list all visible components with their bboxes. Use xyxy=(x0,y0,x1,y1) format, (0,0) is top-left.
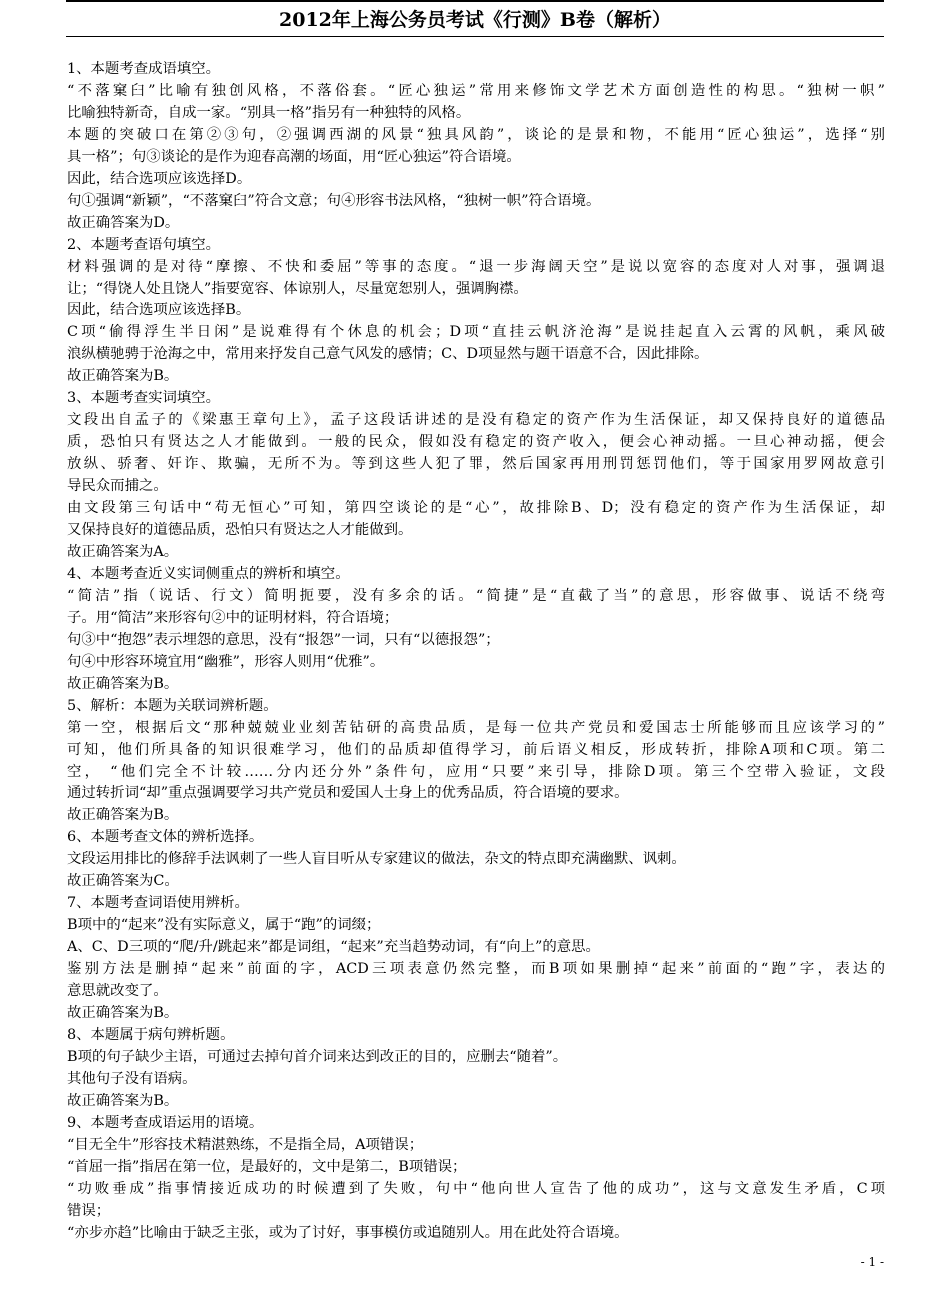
text-line: 句③中“抱怨”表示埋怨的意思，没有“报怨”一词，只有“以德报怨”； xyxy=(67,631,500,648)
text-line: 由文段第三句话中“苟无恒心”可知，第四空谈论的是“心”，故排除B、D；没有稳定的资产作为生活保证，却 xyxy=(67,500,885,517)
text-line: 又保持良好的道德品质，恐怕只有贤达之人才能做到。 xyxy=(67,522,413,539)
text-line: 句①强调“新颖”，“不落窠臼”符合文意；句④形容书法风格，“独树一帜”符合语境。 xyxy=(67,192,601,209)
text-line: 因此，结合选项应该选择D。 xyxy=(67,170,252,187)
text-line: 故正确答案为B。 xyxy=(67,675,179,692)
text-line: “简洁”指（说话、行文）简明扼要，没有多余的话。“简捷”是“直截了当”的意思，形容做事、说话不绕弯 xyxy=(67,587,885,604)
text-line: 让；“得饶人处且饶人”指要宽容、体谅别人，尽量宽恕别人，强调胸襟。 xyxy=(67,280,528,297)
text-line: 故正确答案为D。 xyxy=(67,214,180,231)
text-line: “不落窠臼”比喻有独创风格，不落俗套。“匠心独运”常用来修饰文学艺术方面创造性的构思。“独树一帜” xyxy=(67,82,885,99)
text-line: 第一空，根据后文“那种兢兢业业刻苦钻研的高贵品质，是每一位共产党员和爱国志士所能够而且应该学习的” xyxy=(67,719,885,736)
text-line: 意思就改变了。 xyxy=(67,983,168,1000)
top-rule xyxy=(66,0,884,2)
text-line: 可知，他们所具备的知识很难学习，他们的品质却值得学习，前后语义相反，形成转折，排除A项和C项。第二 xyxy=(67,741,885,758)
text-line: 9、本题考查成语运用的语境。 xyxy=(67,1114,264,1131)
text-line: B项中的“起来”没有实际意义，属于“跑”的词缀； xyxy=(67,917,381,934)
text-line: C项“偷得浮生半日闲”是说难得有个休息的机会；D项“直挂云帆济沧海”是说挂起直入云霄的风帆，乘风破 xyxy=(67,324,885,341)
text-line: 1、本题考查成语填空。 xyxy=(67,61,221,77)
text-line: 鉴别方法是删掉“起来”前面的字，ACD三项表意仍然完整，而B项如果删掉“起来”前面的“跑”字，表达的 xyxy=(67,961,885,978)
text-line: 因此，结合选项应该选择B。 xyxy=(67,302,251,319)
text-line: 2、本题考查语句填空。 xyxy=(67,236,221,253)
text-line: “功败垂成”指事情接近成功的时候遭到了失败，句中“他向世人宣告了他的成功”，这与文意发生矛盾，C项 xyxy=(67,1180,885,1197)
text-line: 4、本题考查近义实词侧重点的辨析和填空。 xyxy=(67,565,350,582)
text-line: 故正确答案为C。 xyxy=(67,873,179,890)
text-line: 故正确答案为B。 xyxy=(67,1004,179,1021)
text-line: 句④中形容环境宜用“幽雅”，形容人则用“优雅”。 xyxy=(67,653,385,670)
text-line: B项的句子缺少主语，可通过去掉句首介词来达到改正的目的，应删去“随着”。 xyxy=(67,1048,568,1065)
text-line: 本题的突破口在第②③句，②强调西湖的风景“独具风韵”，谈论的是景和物，不能用“匠心独运”，选择“别 xyxy=(67,126,885,143)
text-line: “亦步亦趋”比喻由于缺乏主张，或为了讨好，事事模仿或追随别人。用在此处符合语境。 xyxy=(67,1224,629,1241)
document-body xyxy=(67,59,885,1244)
text-line: 7、本题考查词语使用辨析。 xyxy=(67,895,249,912)
text-line: A、C、D三项的“爬/升/跳起来”都是词组，“起来”充当趋势动词，有“向上”的意思。 xyxy=(67,939,600,956)
text-line: 故正确答案为B。 xyxy=(67,807,179,824)
text-line: 空， “他们完全不计较……分内还分外”条件句，应用“只要”来引导，排除D项。第三个空带入验证，文段 xyxy=(67,763,885,780)
text-line: 子。用“简洁”来形容句②中的证明材料，符合语境； xyxy=(67,609,399,626)
title-rule xyxy=(66,36,884,37)
text-line: 浪纵横驰骋于沧海之中，常用来抒发自己意气风发的感情；C、D项显然与题干语意不合，因此排除。 xyxy=(67,346,709,363)
page-number: - 1 - xyxy=(860,1255,884,1269)
text-line: 文段运用排比的修辞手法讽刺了一些人盲目听从专家建议的做法，杂文的特点即充满幽默、讽刺。 xyxy=(67,851,686,868)
text-line: 6、本题考查文体的辨析选择。 xyxy=(67,829,264,846)
text-line: 故正确答案为B。 xyxy=(67,368,179,385)
text-line: 比喻独特新奇，自成一家。“别具一格”指另有一种独特的风格。 xyxy=(67,104,471,121)
text-line: 其他句子没有语病。 xyxy=(67,1070,197,1087)
page-title: 2012年上海公务员考试《行测》B卷（解析） xyxy=(279,9,671,31)
text-line: 3、本题考查实词填空。 xyxy=(67,390,221,407)
text-line: 通过转折词“却”重点强调要学习共产党员和爱国人士身上的优秀品质，符合语境的要求。 xyxy=(67,785,629,802)
text-line: 文段出自孟子的《梁惠王章句上》，孟子这段话讲述的是没有稳定的资产作为生活保证，却又保持良好的道德品 xyxy=(67,412,885,429)
text-line: “首屈一指”指居在第一位，是最好的，文中是第二，B项错误； xyxy=(67,1158,467,1175)
text-line: 具一格”；句③谈论的是作为迎春高潮的场面，用“匠心独运”符合语境。 xyxy=(67,148,521,165)
text-line: 错误； xyxy=(67,1202,111,1219)
text-line: 故正确答案为A。 xyxy=(67,543,179,560)
text-line: 8、本题属于病句辨析题。 xyxy=(67,1026,235,1043)
text-line: 材料强调的是对待“摩擦、不快和委屈”等事的态度。“退一步海阔天空”是说以宽容的态度对人对事，强调退 xyxy=(67,258,885,275)
text-line: “目无全牛”形容技术精湛熟练，不是指全局，A项错误； xyxy=(67,1136,424,1153)
text-line: 放纵、骄奢、奸诈、欺骗，无所不为。等到这些人犯了罪，然后国家再用刑罚惩罚他们，等于国家用罗网故意引 xyxy=(67,456,885,473)
text-line: 导民众而捕之。 xyxy=(67,478,168,495)
text-line: 质，恐怕只有贤达之人才能做到。一般的民众，假如没有稳定的资产收入，便会心神动摇。一旦心神动摇，便会 xyxy=(67,434,885,451)
text-line: 故正确答案为B。 xyxy=(67,1092,179,1109)
text-line: 5、解析：本题为关联词辨析题。 xyxy=(67,697,278,714)
